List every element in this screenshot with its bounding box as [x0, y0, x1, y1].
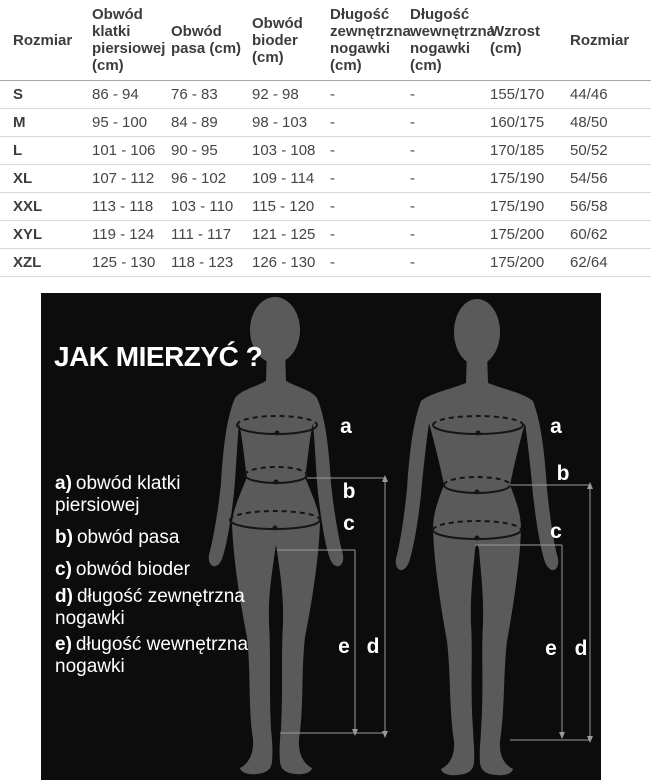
- legend-item-chest: [55, 473, 255, 517]
- legend-key: b): [55, 527, 73, 548]
- legend-text: obwód pasa: [76, 527, 180, 548]
- value-cell: 170/185: [483, 137, 563, 165]
- value-cell: 60/62: [563, 221, 651, 249]
- size-cell: XL: [0, 165, 85, 193]
- value-cell: -: [323, 193, 403, 221]
- marker-e-female: e: [338, 635, 350, 658]
- size-cell: XXL: [0, 193, 85, 221]
- value-cell: -: [323, 109, 403, 137]
- size-cell: XYL: [0, 221, 85, 249]
- table-row: [0, 221, 651, 249]
- value-cell: 126 - 130: [245, 249, 323, 277]
- value-cell: 50/52: [563, 137, 651, 165]
- measure-guide-panel: [41, 293, 601, 780]
- value-cell: 175/190: [483, 165, 563, 193]
- legend-item-outer-leg: [55, 586, 255, 630]
- marker-c-male: c: [550, 520, 562, 543]
- value-cell: 92 - 98: [245, 81, 323, 109]
- value-cell: -: [403, 221, 483, 249]
- marker-c-female: c: [343, 512, 355, 535]
- marker-d-female: d: [366, 635, 380, 658]
- value-cell: 111 - 117: [164, 221, 245, 249]
- value-cell: 175/190: [483, 193, 563, 221]
- value-cell: 44/46: [563, 81, 651, 109]
- size-cell: L: [0, 137, 85, 165]
- value-cell: 121 - 125: [245, 221, 323, 249]
- value-cell: 76 - 83: [164, 81, 245, 109]
- legend-key: e): [55, 634, 72, 655]
- marker-b-female: b: [342, 480, 356, 503]
- table-row: [0, 81, 651, 109]
- size-cell: M: [0, 109, 85, 137]
- value-cell: 119 - 124: [85, 221, 164, 249]
- value-cell: -: [403, 81, 483, 109]
- value-cell: -: [403, 249, 483, 277]
- legend-key: c): [55, 559, 72, 580]
- table-row: [0, 137, 651, 165]
- value-cell: 62/64: [563, 249, 651, 277]
- legend-item-waist: [55, 527, 179, 549]
- value-cell: 125 - 130: [85, 249, 164, 277]
- table-row: [0, 249, 651, 277]
- table-row: [0, 165, 651, 193]
- value-cell: -: [323, 249, 403, 277]
- value-cell: -: [403, 137, 483, 165]
- value-cell: 103 - 108: [245, 137, 323, 165]
- value-cell: 103 - 110: [164, 193, 245, 221]
- value-cell: -: [403, 193, 483, 221]
- value-cell: -: [323, 165, 403, 193]
- size-cell: XZL: [0, 249, 85, 277]
- header-chest: Obwód klatki piersiowej (cm): [85, 0, 164, 81]
- value-cell: 175/200: [483, 221, 563, 249]
- table-row: [0, 109, 651, 137]
- male-body: [396, 347, 477, 775]
- header-rozmiar-eu: Rozmiar: [563, 0, 651, 81]
- value-cell: -: [323, 221, 403, 249]
- marker-e-male: e: [545, 637, 557, 660]
- size-cell: S: [0, 81, 85, 109]
- table-header-row: [0, 0, 651, 81]
- header-outer-leg: Długość zewnętrzna nogawki (cm): [323, 0, 403, 81]
- table-row: [0, 193, 651, 221]
- legend-text: obwód klatki piersiowej: [55, 473, 181, 516]
- value-cell: 107 - 112: [85, 165, 164, 193]
- female-body: [209, 345, 276, 774]
- measure-guide-title: JAK MIERZYĆ ?: [54, 341, 263, 372]
- value-cell: 54/56: [563, 165, 651, 193]
- legend-text: długość zewnętrzna nogawki: [55, 586, 245, 629]
- value-cell: 109 - 114: [245, 165, 323, 193]
- value-cell: 115 - 120: [245, 193, 323, 221]
- value-cell: 160/175: [483, 109, 563, 137]
- value-cell: -: [323, 81, 403, 109]
- legend-text: długość wewnętrzna nogawki: [55, 634, 249, 677]
- value-cell: 48/50: [563, 109, 651, 137]
- value-cell: 175/200: [483, 249, 563, 277]
- marker-b-male: b: [556, 462, 570, 485]
- marker-a-male: a: [550, 415, 562, 438]
- value-cell: 98 - 103: [245, 109, 323, 137]
- value-cell: 96 - 102: [164, 165, 245, 193]
- value-cell: -: [403, 165, 483, 193]
- legend-key: a): [55, 473, 72, 494]
- marker-a-female: a: [340, 415, 352, 438]
- value-cell: 118 - 123: [164, 249, 245, 277]
- size-table: [0, 0, 651, 277]
- header-inner-leg: Długość wewnętrzna nogawki (cm): [403, 0, 483, 81]
- header-rozmiar: Rozmiar: [0, 0, 85, 81]
- value-cell: 95 - 100: [85, 109, 164, 137]
- value-cell: 90 - 95: [164, 137, 245, 165]
- value-cell: -: [323, 137, 403, 165]
- header-waist: Obwód pasa (cm): [164, 0, 245, 81]
- value-cell: 56/58: [563, 193, 651, 221]
- legend-key: d): [55, 586, 73, 607]
- value-cell: 113 - 118: [85, 193, 164, 221]
- value-cell: 84 - 89: [164, 109, 245, 137]
- legend-item-inner-leg: [55, 634, 255, 678]
- value-cell: 86 - 94: [85, 81, 164, 109]
- marker-d-male: d: [574, 637, 588, 660]
- legend-text: obwód bioder: [75, 559, 190, 580]
- value-cell: 155/170: [483, 81, 563, 109]
- value-cell: 101 - 106: [85, 137, 164, 165]
- value-cell: -: [403, 109, 483, 137]
- header-height: Wzrost (cm): [483, 0, 563, 81]
- header-hips: Obwód bioder (cm): [245, 0, 323, 81]
- legend-item-hips: [55, 559, 190, 581]
